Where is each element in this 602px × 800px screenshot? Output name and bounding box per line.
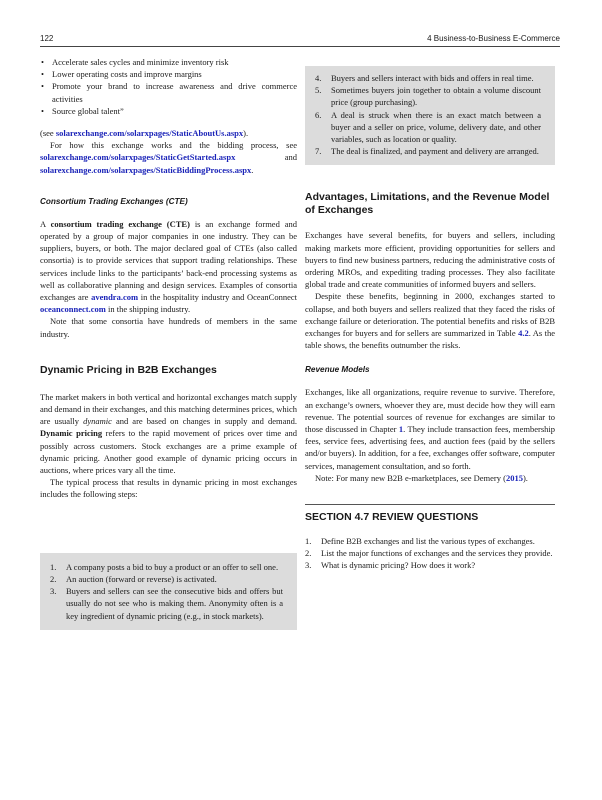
list-item: 4. Buyers and sellers interact with bids and offers in real time. [315, 73, 534, 83]
list-item: 7. The deal is finalized, and payment and delivery are arranged. [315, 146, 539, 157]
review-questions-heading: SECTION 4.7 REVIEW QUESTIONS [305, 511, 479, 524]
see-about-paragraph: (see solarexchange.com/solarxpages/StaticAboutUs.aspx). [40, 128, 249, 139]
pricing-steps-list [50, 561, 283, 622]
dynamic-pricing-heading: Dynamic Pricing in B2B Exchanges [40, 363, 217, 376]
list-item: 2. List the major functions of exchanges and the services they provide. [305, 548, 553, 559]
left-column [40, 56, 297, 630]
benefits-bullet-list [40, 56, 297, 117]
bidding-process-link[interactable]: solarexchange.com/solarxpages/StaticBiddingProcess.aspx [40, 164, 252, 175]
risks-paragraph: Despite these benefits, beginning in 2000, exchanges started to collapse, and both buyers and sellers realized that they faced the risks of exchange failure or deterioration. The potential benefits and risks of B2B exchanges for buyers and for sellers are summarized in Table 4.2. As the table shows, the benefits outnumber the risks. [305, 291, 555, 351]
avendra-link[interactable]: avendra.com [91, 292, 139, 303]
list-item: • Accelerate sales cycles and minimize inventory risk [41, 57, 229, 67]
dynamic-pricing-paragraph: The market makers in both vertical and horizontal exchanges match supply and demand in their exchanges, and this matching determines prices, which are usually dynamic and are based on changes in supply and demand. Dynamic pricing refers to the rapid movement of prices over time and possibly across customers. Stock exchanges are a prime example of dynamic pricing. Another good example of dynamic pricing occurs in auctions, where prices vary all the time. [40, 391, 297, 476]
cte-heading: Consortium Trading Exchanges (CTE) [40, 196, 188, 206]
list-item: 3. What is dynamic pricing? How does it work? [305, 560, 476, 571]
list-item: 2. An auction (forward or reverse) is activated. [50, 573, 217, 584]
list-item: 1. A company posts a bid to buy a product or an offer to sell one. [50, 561, 279, 572]
oceanconnect-link[interactable]: oceanconnect.com [40, 304, 106, 315]
cte-paragraph: A consortium trading exchange (CTE) is an exchange formed and operated by a group of major companies in one industry. They can be suppliers, buyers, or both. The major declared goal of CTEs (also called consortia) is to provide services that support trading relationships. These services include links to the participants’ back-end processing systems as well as collaborative planning and design services. Examples of consortia exchanges are avendra.com in the hospitality industry and OceanConnect oceanconnect.com in the shipping industry. [40, 218, 297, 315]
pricing-steps-box-2 [305, 66, 555, 165]
see-bidding-paragraph: For how this exchange works and the bidding process, see solarexchange.com/solarxpages/StaticGetStarted.aspx and solarexchange.com/solarxpages/StaticBiddingProcess.aspx. [40, 140, 297, 175]
running-chapter-title: 4 Business-to-Business E-Commerce [427, 34, 560, 43]
demery-note-paragraph: Note: For many new B2B e-marketplaces, see Demery (2015). [315, 472, 528, 483]
pricing-steps-list-continued [315, 72, 541, 157]
dynamic-pricing-steps-intro: The typical process that results in dynamic pricing in most exchanges includes the following steps: [40, 477, 297, 500]
advantages-heading: Advantages, Limitations, and the Revenue Model of Exchanges [305, 191, 550, 217]
demery-2015-link[interactable]: 2015 [505, 472, 523, 483]
page-header [40, 32, 560, 46]
get-started-link[interactable]: solarexchange.com/solarxpages/StaticGetStarted.aspx [40, 152, 236, 163]
list-item: • Promote your brand to increase awareness and drive commerce activities [41, 81, 297, 104]
pricing-steps-box-1 [40, 553, 297, 630]
list-item: • Source global talent” [41, 105, 124, 116]
right-column [305, 56, 555, 572]
about-us-link[interactable]: solarexchange.com/solarxpages/StaticAboutUs.aspx [55, 128, 244, 139]
list-item: 3. Buyers and sellers can see the consecutive bids and offers but usually do not see who is making them. Anonymity often is a key ingredient of dynamic pricing (e.g., in stock markets). [50, 586, 283, 621]
header-rule [40, 46, 560, 47]
advantages-paragraph: Exchanges have several benefits, for buyers and sellers, including making markets more efficient, providing opportunities for sellers and buyers to find new business partners, reducing the administrative costs of ordering MROs, and expediting trading processes. They also facilitate global trade and create communities of informed buyers and sellers. [305, 230, 555, 290]
review-questions-list [305, 535, 555, 572]
list-item: 5. Sometimes buyers join together to obtain a volume discount price (group purchasing). [315, 85, 541, 108]
page-number: 122 [40, 34, 54, 43]
review-questions-section [305, 504, 555, 572]
cte-note-paragraph: Note that some consortia have hundreds of members in the same industry. [40, 316, 297, 339]
chapter-1-link[interactable]: 1 [398, 424, 404, 435]
revenue-paragraph: Exchanges, like all organizations, require revenue to survive. Therefore, an exchange’s owners, whoever they are, must decide how they will earn revenue. The potential sources of revenue for exchanges are similar to those discussed in Chapter 1. They include transaction fees, membership fees, service fees, advertising fees, and auction fees (paid by the sellers and/or buyers). In addition, for a fee, exchanges offer software, computer services, management consultation, and so forth. [305, 387, 555, 471]
list-item: 1. Define B2B exchanges and list the various types of exchanges. [305, 536, 535, 547]
revenue-models-heading: Revenue Models [305, 365, 370, 375]
list-item: 6. A deal is struck when there is an exact match between a buyer and a seller on price, volume, delivery date, and other variables, such as location or quality. [315, 109, 541, 145]
list-item: • Lower operating costs and improve margins [41, 69, 202, 80]
table-4-2-link[interactable]: 4.2 [518, 328, 529, 339]
